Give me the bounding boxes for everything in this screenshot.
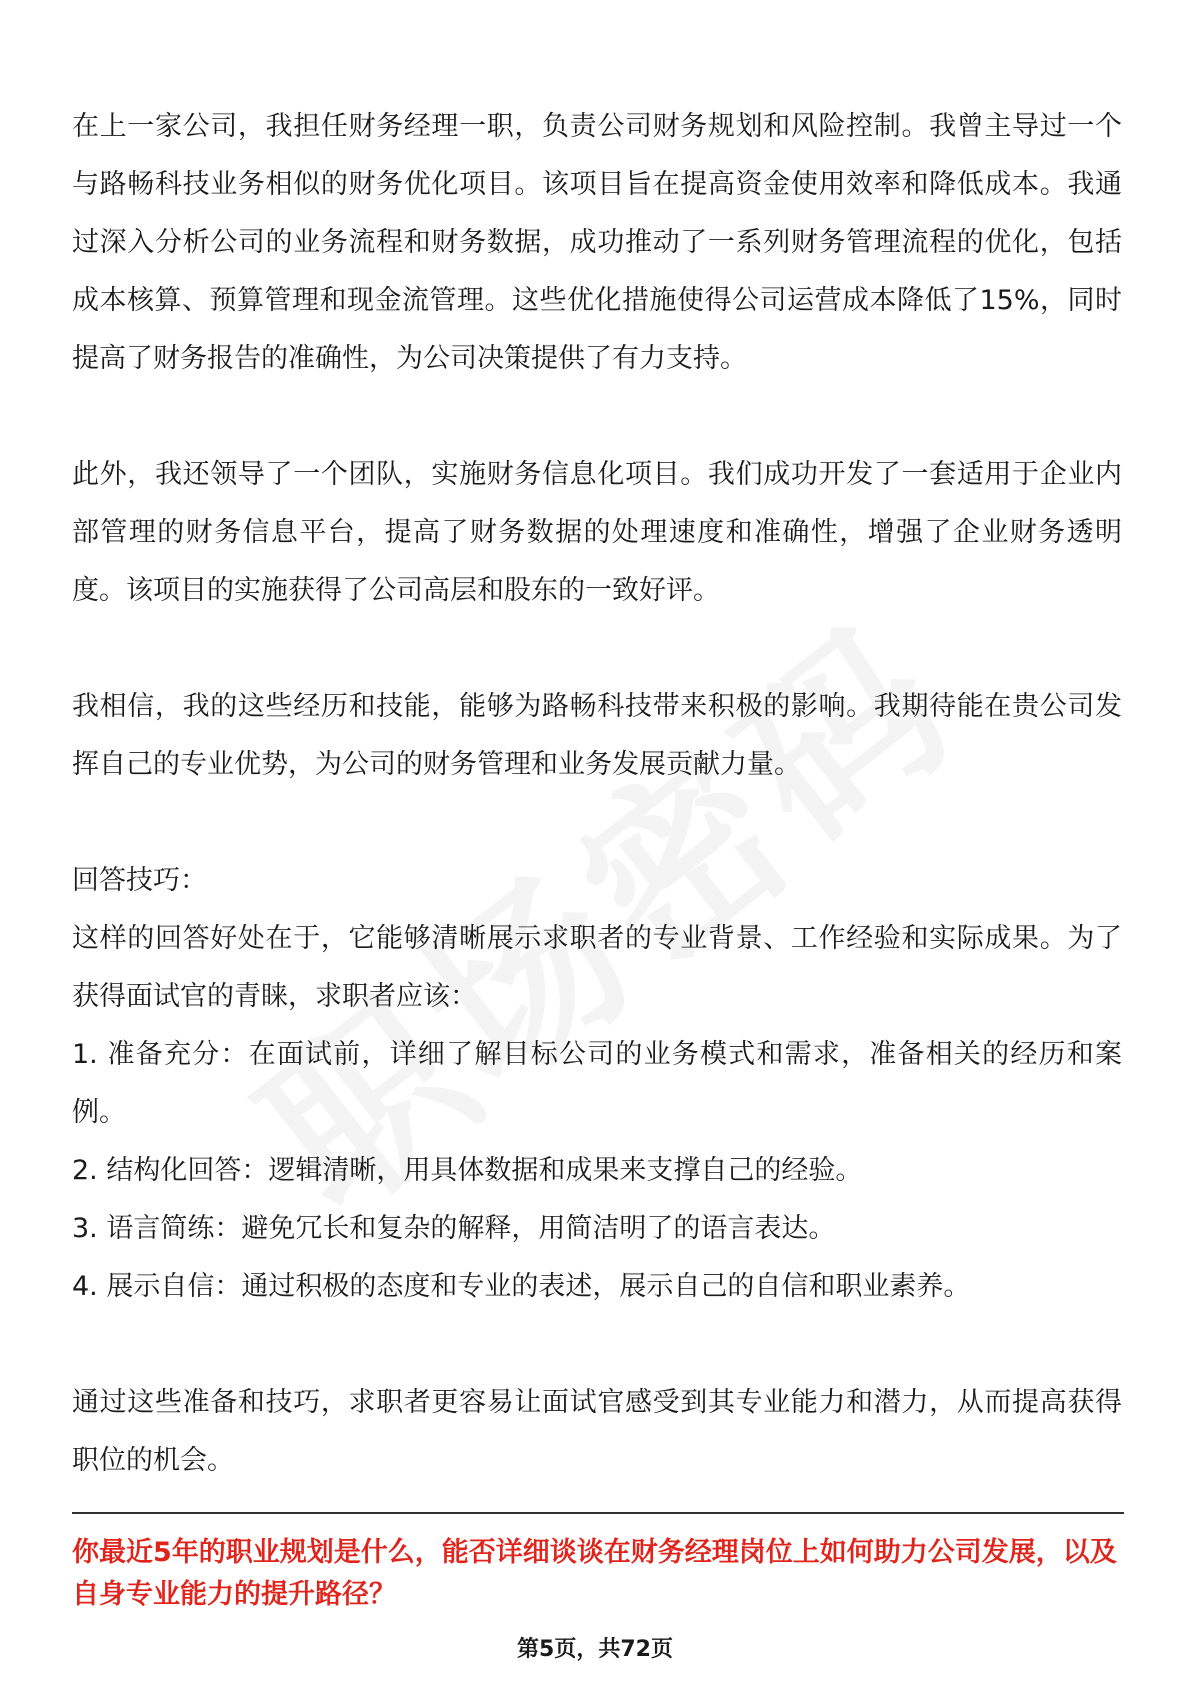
tips-conclusion: 通过这些准备和技巧，求职者更容易让面试官感受到其专业能力和潜力，从而提高获得职位的机会。	[72, 1387, 1122, 1476]
page-number: 第5页，共72页	[517, 1637, 673, 1662]
spacer	[72, 1316, 1122, 1374]
answer-paragraph-3: 我相信，我的这些经历和技能，能够为路畅科技带来积极的影响。我期待能在贵公司发挥自己的专业优势，为公司的财务管理和业务发展贡献力量。	[72, 691, 1122, 780]
answer-body	[72, 98, 1122, 1490]
next-question: 你最近5年的职业规划是什么，能否详细谈谈在财务经理岗位上如何助力公司发展，以及自身专业能力的提升路径？	[72, 1537, 1117, 1610]
spacer	[72, 388, 1122, 446]
section-divider	[72, 1512, 1124, 1514]
tips-item-1: 1. 准备充分：在面试前，详细了解目标公司的业务模式和需求，准备相关的经历和案例。	[72, 1039, 1122, 1128]
spacer	[72, 620, 1122, 678]
tips-item-3: 3. 语言简练：避免冗长和复杂的解释，用简洁明了的语言表达。	[72, 1213, 836, 1244]
tips-heading: 回答技巧：	[72, 865, 207, 896]
answer-paragraph-2: 此外，我还领导了一个团队，实施财务信息化项目。我们成功开发了一套适用于企业内部管理的财务信息平台，提高了财务数据的处理速度和准确性，增强了企业财务透明度。该项目的实施获得了公司高层和股东的一致好评。	[72, 459, 1122, 606]
tips-intro: 这样的回答好处在于，它能够清晰展示求职者的专业背景、工作经验和实际成果。为了获得面试官的青睐，求职者应该：	[72, 923, 1122, 1012]
tips-item-4: 4. 展示自信：通过积极的态度和专业的表述，展示自己的自信和职业素养。	[72, 1271, 971, 1302]
tips-item-2: 2. 结构化回答：逻辑清晰，用具体数据和成果来支撑自己的经验。	[72, 1155, 863, 1186]
answer-paragraph-1: 在上一家公司，我担任财务经理一职，负责公司财务规划和风险控制。我曾主导过一个与路畅科技业务相似的财务优化项目。该项目旨在提高资金使用效率和降低成本。我通过深入分析公司的业务流程和财务数据，成功推动了一系列财务管理流程的优化，包括成本核算、预算管理和现金流管理。这些优化措施使得公司运营成本降低了15%，同时提高了财务报告的准确性，为公司决策提供了有力支持。	[72, 111, 1122, 374]
spacer	[72, 794, 1122, 852]
